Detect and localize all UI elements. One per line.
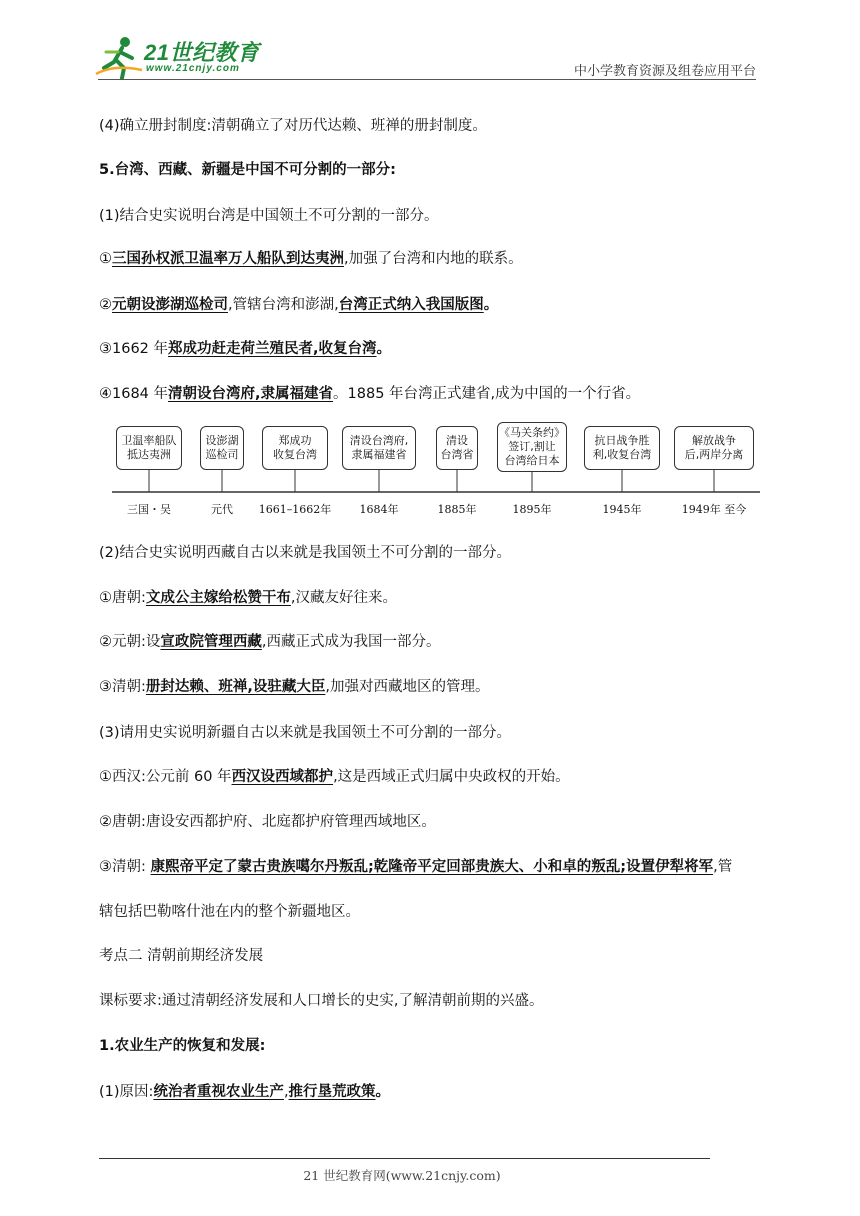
text-line xyxy=(99,384,764,404)
timeline-event-text: 利,收复台湾 xyxy=(592,448,652,461)
timeline-event-box xyxy=(436,426,478,470)
timeline-date: 1945年 xyxy=(602,503,642,516)
text-segment: , xyxy=(283,1084,289,1100)
text-segment: 。 xyxy=(376,341,392,357)
timeline-event-text: 签订,割让 xyxy=(508,440,556,453)
footer-divider xyxy=(99,1158,710,1159)
text-line xyxy=(99,857,764,877)
timeline-event-text: 《马关条约》 xyxy=(499,426,565,439)
text-segment: ① xyxy=(99,251,112,267)
timeline-event-box xyxy=(584,426,660,470)
text-line xyxy=(99,1082,764,1102)
text-line xyxy=(99,677,764,697)
timeline-event-text: 收复台湾 xyxy=(273,448,317,461)
text-line xyxy=(99,902,764,922)
timeline-date: 1661–1662年 xyxy=(258,503,332,516)
text-line xyxy=(99,991,764,1011)
timeline-event-text: 台湾省 xyxy=(440,448,474,461)
text-segment: ,管 xyxy=(713,859,733,875)
timeline-event-text: 台湾给日本 xyxy=(504,454,560,467)
text-line xyxy=(99,812,764,832)
logo-url: www.21cnjy.com xyxy=(146,63,240,74)
text-line xyxy=(99,946,764,966)
text-line xyxy=(99,116,764,136)
site-logo[interactable] xyxy=(94,34,264,80)
timeline-event-text: 卫温率船队 xyxy=(121,434,177,447)
key-point-text: 统治者重视农业生产 xyxy=(153,1084,284,1100)
timeline-event-box xyxy=(116,426,182,470)
timeline-event-text: 抗日战争胜 xyxy=(594,434,650,447)
text-line xyxy=(99,1036,764,1056)
timeline-event-text: 清设 xyxy=(446,434,468,447)
timeline-event-text: 抵达夷洲 xyxy=(127,448,171,461)
text-segment: ,这是西域正式归属中央政权的开始。 xyxy=(333,769,570,785)
text-line xyxy=(99,160,764,180)
runner-logo-icon xyxy=(94,34,144,80)
text-segment: (3)请用史实说明新疆自古以来就是我国领土不可分割的一部分。 xyxy=(99,725,512,741)
timeline-date: 三国・吴 xyxy=(127,503,171,516)
text-segment: ③清朝: xyxy=(99,679,146,695)
timeline-event-box xyxy=(200,426,244,470)
text-line xyxy=(99,767,764,787)
text-segment: 。 xyxy=(483,297,499,313)
text-segment: ,西藏正式成为我国一部分。 xyxy=(261,634,441,650)
text-segment: ,加强对西藏地区的管理。 xyxy=(325,679,490,695)
text-segment: (1)结合史实说明台湾是中国领土不可分割的一部分。 xyxy=(99,208,439,224)
text-segment: ③1662 年 xyxy=(99,341,169,357)
text-segment: 考点二 清朝前期经济发展 xyxy=(99,948,264,964)
key-point-text: 元朝设澎湖巡检司 xyxy=(112,297,228,313)
page-header xyxy=(0,0,860,90)
key-point-text: 台湾正式纳入我国版图 xyxy=(338,297,484,313)
text-line xyxy=(99,543,764,563)
timeline-event-box xyxy=(497,422,567,472)
text-segment: 1.农业生产的恢复和发展: xyxy=(99,1038,266,1054)
text-segment: 辖包括巴勒喀什池在内的整个新疆地区。 xyxy=(99,904,360,920)
timeline-event-box xyxy=(262,426,328,470)
text-line xyxy=(99,723,764,743)
timeline-event-text: 郑成功 xyxy=(278,434,312,447)
text-segment: 课标要求:通过清朝经济发展和人口增长的史实,了解清朝前期的兴盛。 xyxy=(99,993,544,1009)
text-segment: ②唐朝:唐设安西都护府、北庭都护府管理西域地区。 xyxy=(99,814,436,830)
timeline-event-text: 后,两岸分离 xyxy=(684,448,744,461)
footer-text: 21 世纪教育网(www.21cnjy.com) xyxy=(303,1168,501,1183)
key-point-text: 康熙帝平定了蒙古贵族噶尔丹叛乱;乾隆帝平定回部贵族大、小和卓的叛乱;设置伊犁将军 xyxy=(150,859,714,875)
text-line xyxy=(99,339,764,359)
timeline-date: 1684年 xyxy=(359,503,399,516)
timeline-date: 1885年 xyxy=(437,503,477,516)
text-line xyxy=(99,206,764,226)
key-point-text: 文成公主嫁给松赞干布 xyxy=(145,590,291,606)
text-segment: (1)原因: xyxy=(99,1084,154,1100)
key-point-text: 郑成功赶走荷兰殖民者,收复台湾 xyxy=(168,341,377,357)
key-point-text: 三国孙权派卫温率万人船队到达夷洲 xyxy=(112,251,344,267)
timeline-date: 元代 xyxy=(211,503,233,516)
timeline-event-text: 清设台湾府, xyxy=(349,434,409,447)
key-point-text: 册封达赖、班禅,设驻藏大臣 xyxy=(145,679,326,695)
text-line xyxy=(99,588,764,608)
timeline-event-box xyxy=(674,426,754,470)
text-segment: ,加强了台湾和内地的联系。 xyxy=(344,251,523,267)
timeline-event-text: 设澎湖 xyxy=(205,434,239,447)
text-segment: ,管辖台湾和澎湖, xyxy=(228,297,339,313)
timeline-event-text: 巡检司 xyxy=(205,448,239,461)
text-segment: (2)结合史实说明西藏自古以来就是我国领土不可分割的一部分。 xyxy=(99,545,512,561)
text-segment: (4)确立册封制度:清朝确立了对历代达赖、班禅的册封制度。 xyxy=(99,118,487,134)
text-segment: ①唐朝: xyxy=(99,590,146,606)
timeline-date: 1895年 xyxy=(512,503,552,516)
timeline-event-box xyxy=(342,426,416,470)
logo-text: 21世纪教育 xyxy=(144,40,260,65)
text-segment: 。1885 年台湾正式建省,成为中国的一个行省。 xyxy=(333,386,641,402)
key-point-text: 西汉设西域都护 xyxy=(231,769,334,785)
text-segment: ② xyxy=(99,297,112,313)
key-point-text: 推行垦荒政策 xyxy=(288,1084,376,1100)
header-divider xyxy=(98,79,756,80)
text-segment: 。 xyxy=(375,1084,391,1100)
taiwan-timeline xyxy=(112,426,762,522)
timeline-event-text: 解放战争 xyxy=(692,434,736,447)
timeline-date: 1949年 至今 xyxy=(681,503,747,516)
text-segment: ②元朝:设 xyxy=(99,634,161,650)
text-line xyxy=(99,632,764,652)
key-point-text: 宣政院管理西藏 xyxy=(160,634,262,650)
text-line xyxy=(99,249,764,269)
text-segment: ④1684 年 xyxy=(99,386,169,402)
timeline-event-text: 隶属福建省 xyxy=(351,448,407,461)
platform-name: 中小学教育资源及组卷应用平台 xyxy=(573,64,756,79)
text-segment: ①西汉:公元前 60 年 xyxy=(99,769,232,785)
text-segment: 5.台湾、西藏、新疆是中国不可分割的一部分: xyxy=(99,162,396,178)
text-line xyxy=(99,295,764,315)
text-segment: ,汉藏友好往来。 xyxy=(290,590,397,606)
key-point-text: 清朝设台湾府,隶属福建省 xyxy=(168,386,334,402)
text-segment: ③清朝: xyxy=(99,859,151,875)
